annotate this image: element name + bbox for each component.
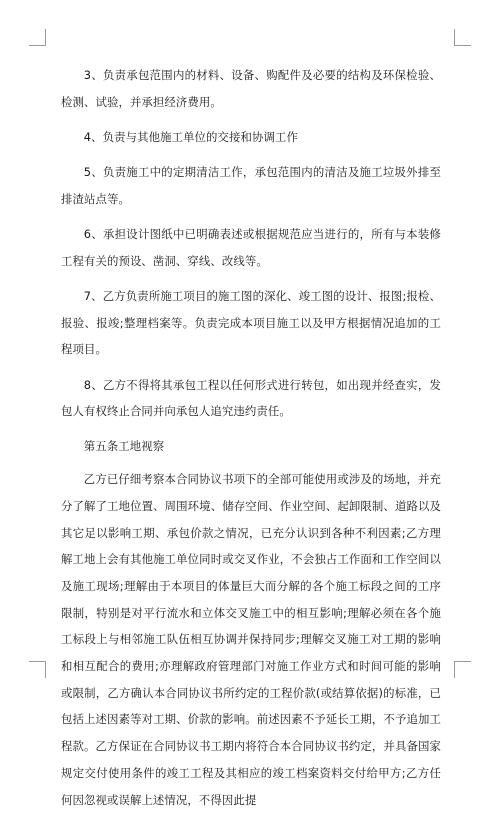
- crop-mark-top-right: [454, 29, 471, 46]
- paragraph-item-8: 8、乙方不得将其承包工程以任何形式进行转包，如出现并经查实，发包人有权终止合同并向承包人追究违约责任。: [61, 377, 441, 419]
- crop-mark-top-left: [29, 29, 46, 46]
- paragraph-item-3: 3、负责承包范围内的材料、设备、购配件及必要的结构及环保检验、检测、试验，并承担经济费用。: [61, 68, 441, 109]
- crop-mark-bottom-right: [454, 661, 471, 678]
- paragraph-item-6: 6、承担设计图纸中已明确表述或根据规范应当进行的，所有与本装修工程有关的预设、凿洞、穿线、改线等。: [61, 227, 441, 268]
- paragraph-item-4: 4、负责与其他施工单位的交接和协调工作: [83, 129, 298, 144]
- paragraph-item-5: 5、负责施工中的定期清洁工作，承包范围内的清洁及施工垃圾外排至排渣站点等。: [61, 165, 441, 206]
- paragraph-site-inspection: 乙方已仔细考察本合同协议书项下的全部可能使用或涉及的场地，并充分了解了工地位置、周围环境、储存空间、作业空间、起卸限制、道路以及其它足以影响工期、承包价款之情况，已充分认识到各种不利因素;乙方理解工地上会有其他施工单位同时或交叉作业，不会独占工作面和工作空间以及施工现场;理解由于本项目的体量巨大而分解的各个施工标段之间的工序限制，特别是对平行流水和立体交叉施工中的相互影响;理解必须在各个施工标段上与相邻施工队伍相互协调并保持同步;理解交叉施工对工期的影响和相互配合的费用;亦理解政府管理部门对施工作业方式和时间可能的影响或限制，乙方确认本合同协议书所约定的工程价款(或结算依据)的标准，已包括上述因素等对工期、价款的影响。前述因素不予延长工期，不予追加工程款。乙方保证在合同协议书工期内将符合本合同协议书约定，并具备国家规定交付使用条件的竣工工程及其相应的竣工档案资料交付给甲方;乙方任何因忽视或误解上述情况，不得因此提: [61, 472, 441, 807]
- crop-mark-bottom-left: [29, 661, 46, 678]
- paragraph-item-7: 7、乙方负责所施工项目的施工图的深化、竣工图的设计、报图;报检、报验、报竣;整理档案等。负责完成本项目施工以及甲方根据情况追加的工程项目。: [61, 288, 441, 357]
- section-heading: 第五条工地视察: [83, 439, 165, 454]
- document-body: [61, 62, 441, 822]
